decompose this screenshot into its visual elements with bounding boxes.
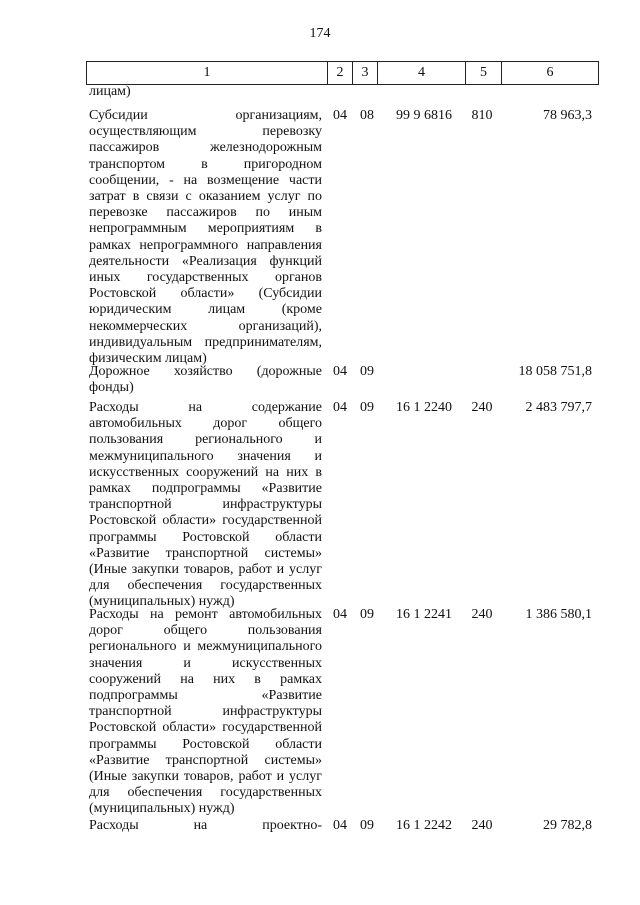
row-description: Расходы на содержание автомобильных дорог общего пользования регионального и межмуниципального значения и искусственных сооружений на них в рамках подпрограммы «Развитие транспортной инфраструктуры Ростовской области» государственной программы Ростовской области «Развитие транспортной системы» (Иные закупки товаров, работ и услуг для обеспечения государственных (муниципальных) нужд) [89,400,322,610]
row-amount: 1 386 580,1 [525,607,592,622]
row-target-article: 16 1 2241 [396,607,452,622]
row-description: Дорожное хозяйство (дорожные фонды) [89,364,322,396]
column-header-1: 1 [87,62,328,85]
row-section-code: 04 [333,364,347,379]
column-header-5: 5 [466,62,502,85]
row-subsection-code: 09 [360,607,374,622]
column-header-6: 6 [502,62,599,85]
row-section-code: 04 [333,108,347,123]
row-subsection-code: 09 [360,400,374,415]
row-target-article: 16 1 2240 [396,400,452,415]
column-header-2: 2 [328,62,353,85]
row-description: Расходы на ремонт автомобильных дорог общего пользования регионального и межмуниципального значения и искусственных сооружений на них в рамках подпрограммы «Развитие транспортной инфраструктуры Ростовской области» государственной программы Ростовской области «Развитие транспортной системы» (Иные закупки товаров, работ и услуг для обеспечения государственных (муниципальных) нужд) [89,607,322,817]
row-amount: 2 483 797,7 [525,400,592,415]
row-amount: 29 782,8 [543,818,592,833]
page-number: 174 [309,26,331,41]
row-amount: 78 963,3 [543,108,592,123]
row-expense-type: 240 [471,400,493,415]
row-target-article: 99 9 6816 [396,108,452,123]
column-header-4: 4 [378,62,466,85]
row-subsection-code: 09 [360,364,374,379]
row-subsection-code: 08 [360,108,374,123]
row-expense-type: 240 [471,607,493,622]
row-description: Субсидии организациям, осуществляющим перевозку пассажиров железнодорожным транспортом в пригородном сообщении, - на возмещение части затрат в связи с оказанием услуг по перевозке пассажиров по иным непрограммным мероприятиям в рамках непрограммного направления деятельности «Реализация функций иных государственных органов Ростовской области» (Субсидии юридическим лицам (кроме некоммерческих организаций), индивидуальным предпринимателям, физическим лицам) [89,108,322,367]
table-header [86,61,599,85]
row-section-code: 04 [333,607,347,622]
row-amount: 18 058 751,8 [518,364,592,379]
row-expense-type: 810 [471,108,493,123]
continuation-text: лицам) [89,84,131,99]
row-section-code: 04 [333,818,347,833]
row-section-code: 04 [333,400,347,415]
row-subsection-code: 09 [360,818,374,833]
row-expense-type: 240 [471,818,493,833]
row-description: Расходы на проектно- [89,818,322,833]
row-target-article: 16 1 2242 [396,818,452,833]
column-header-3: 3 [353,62,378,85]
